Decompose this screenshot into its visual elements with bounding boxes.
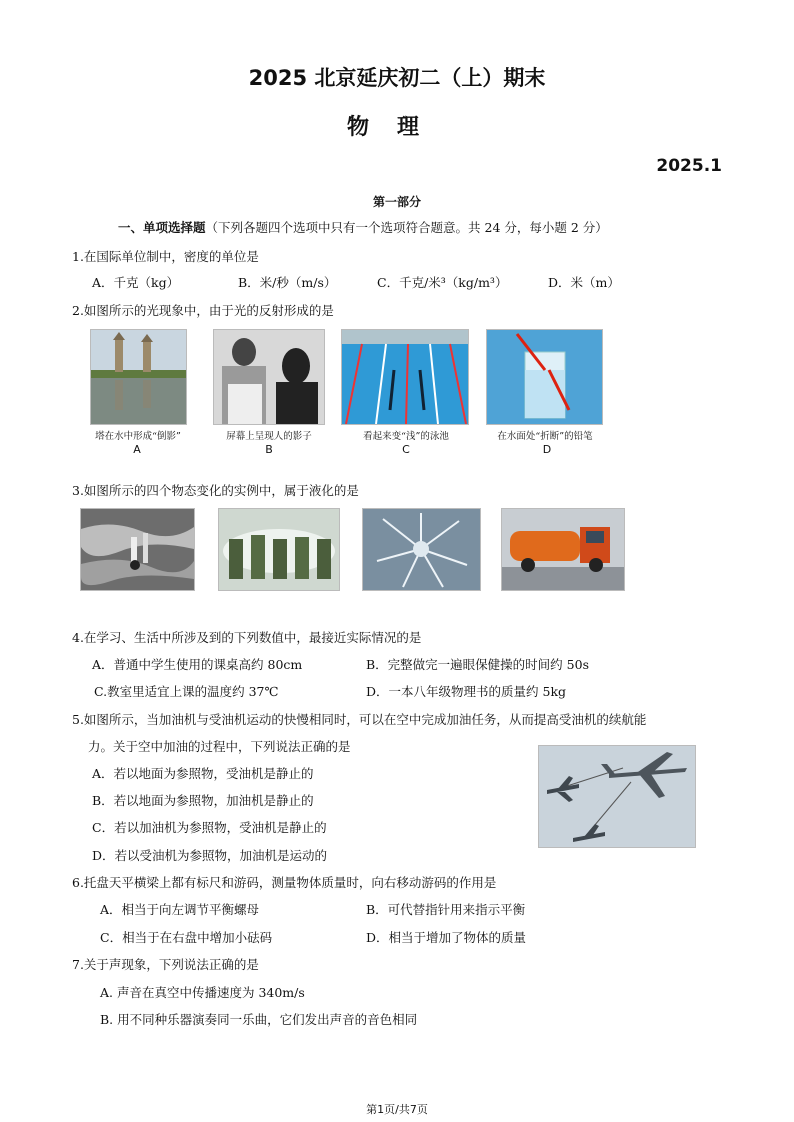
- q2-caption-d: 在水面处“折断”的铅笔: [497, 431, 593, 442]
- exam-date: 2025.1: [656, 156, 722, 176]
- q5-refueling-aircraft-image: [538, 745, 696, 848]
- page-number: 第1页/共7页: [366, 1103, 428, 1116]
- q5-stem-line1: 5.如图所示，当加油机与受油机运动的快慢相同时，可以在空中完成加油任务，从而提高受油机的续航能: [72, 712, 647, 727]
- q1-option-b: B．米/秒（m/s）: [238, 275, 337, 290]
- q5-option-a: A．若以地面为参照物，受油机是静止的: [92, 766, 314, 781]
- q6-option-a: A．相当于向左调节平衡螺母: [100, 902, 260, 917]
- subject-title: 物理: [346, 115, 447, 140]
- q2-caption-c: 看起来变“浅”的泳池: [363, 431, 449, 442]
- q2-caption-a: 塔在水中形成“倒影”: [95, 431, 181, 442]
- section-heading: [118, 218, 608, 236]
- q2-caption-b: 屏幕上呈现人的影子: [226, 431, 312, 442]
- q2-label-a: A: [133, 443, 141, 456]
- q2-image-b: [213, 329, 325, 425]
- q4-option-d: D．一本八年级物理书的质量约 5kg: [366, 684, 567, 699]
- q2-image-d: [486, 329, 603, 425]
- q3-image-d: [501, 508, 625, 591]
- q2-label-c: C: [402, 443, 410, 456]
- q5-stem-line2: 力。关于空中加油的过程中，下列说法正确的是: [88, 739, 351, 754]
- part-heading: 第一部分: [372, 195, 421, 209]
- q1-stem: 1.在国际单位制中，密度的单位是: [72, 249, 259, 264]
- exam-title: 2025 北京延庆初二（上）期末: [248, 66, 546, 90]
- q7-option-a: A. 声音在真空中传播速度为 340m/s: [100, 985, 305, 1000]
- q5-option-b: B．若以地面为参照物，加油机是静止的: [92, 793, 314, 808]
- q2-label-d: D: [542, 443, 552, 456]
- q1-option-c: C．千克/米³（kg/m³）: [377, 275, 508, 290]
- q2-label-b: B: [265, 443, 273, 456]
- q2-image-a: [90, 329, 187, 425]
- q3-image-b: [218, 508, 340, 591]
- q4-option-b: B．完整做完一遍眼保健操的时间约 50s: [366, 657, 589, 672]
- q4-option-c: C.教室里适宜上课的温度约 37℃: [94, 684, 279, 699]
- q2-image-c: [341, 329, 469, 425]
- q7-stem: 7.关于声现象，下列说法正确的是: [72, 957, 259, 972]
- q6-option-c: C．相当于在右盘中增加小砝码: [100, 930, 273, 945]
- q5-option-d: D．若以受油机为参照物，加油机是运动的: [92, 848, 328, 863]
- q2-stem: 2.如图所示的光现象中，由于光的反射形成的是: [72, 303, 334, 318]
- section-title: 一、单项选择题: [118, 220, 206, 235]
- q5-option-c: C．若以加油机为参照物，受油机是静止的: [92, 820, 327, 835]
- q4-option-a: A．普通中学生使用的课桌高约 80cm: [92, 657, 303, 672]
- q3-image-a: [80, 508, 195, 591]
- q7-option-b: B. 用不同种乐器演奏同一乐曲，它们发出声音的音色相同: [100, 1012, 418, 1027]
- q6-option-d: D．相当于增加了物体的质量: [366, 930, 527, 945]
- q1-option-d: D．米（m）: [548, 275, 620, 290]
- q3-stem: 3.如图所示的四个物态变化的实例中，属于液化的是: [72, 483, 359, 498]
- q1-option-a: A．千克（kg）: [92, 275, 180, 290]
- q6-stem: 6.托盘天平横梁上都有标尺和游码，测量物体质量时，向右移动游码的作用是: [72, 875, 497, 890]
- q3-image-c: [362, 508, 481, 591]
- q6-option-b: B．可代替指针用来指示平衡: [366, 902, 526, 917]
- q4-stem: 4.在学习、生活中所涉及到的下列数值中，最接近实际情况的是: [72, 630, 422, 645]
- section-description: （下列各题四个选项中只有一个选项符合题意。共 24 分，每小题 2 分）: [205, 220, 608, 235]
